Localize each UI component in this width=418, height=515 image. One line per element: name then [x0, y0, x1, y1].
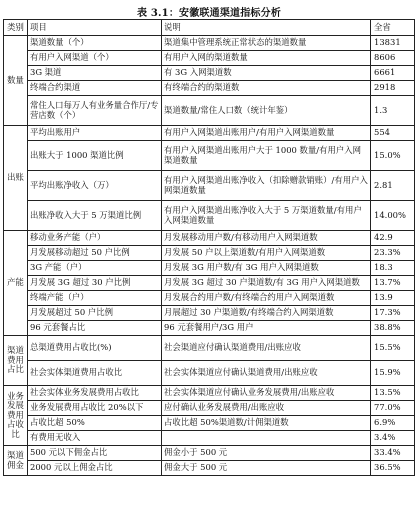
table-row [4, 36, 415, 51]
table-caption: 表 3.1：安徽联通渠道指标分析 [136, 8, 282, 19]
category-label-line: 发展 [7, 400, 24, 411]
table-row [4, 141, 415, 171]
table-row [4, 81, 415, 96]
header-category: 类别 [4, 20, 28, 36]
row-item: 有用户入网渠道（个） [28, 51, 162, 66]
row-value: 15.0% [371, 141, 415, 171]
row-desc: 社会渠道应付确认渠道费用/出账应收 [162, 336, 371, 361]
table-row [4, 291, 415, 306]
row-item: 500 元以下佣金占比 [28, 446, 162, 461]
row-desc: 有用户入网的渠道数量 [162, 51, 371, 66]
row-desc: 渠道数量/常住人口数（统计年鉴） [162, 96, 371, 126]
row-desc: 有用户入网渠道出账净收入大于 5 万渠道数量/有用户入网渠道数量 [162, 201, 371, 231]
row-value: 15.5% [371, 336, 415, 361]
row-value: 2.81 [371, 171, 415, 201]
table-header-row [4, 20, 415, 36]
row-value: 13.9 [371, 291, 415, 306]
header-value: 全省 [371, 20, 415, 36]
row-value: 13.7% [371, 276, 415, 291]
table-row [4, 461, 415, 476]
row-desc: 月发展合约用户数/有终端合约用户入网渠道数 [162, 291, 371, 306]
row-item: 社会实体业务发展费用占收比 [28, 386, 162, 401]
row-value: 18.3 [371, 261, 415, 276]
category-output [4, 126, 28, 231]
table-row [4, 431, 415, 446]
row-item: 平均出账净收入（万） [28, 171, 162, 201]
row-item: 平均出账用户 [28, 126, 162, 141]
row-value: 23.3% [371, 246, 415, 261]
table-row [4, 446, 415, 461]
row-item: 3G 产能（户） [28, 261, 162, 276]
row-item: 月发展移动超过 50 户比例 [28, 246, 162, 261]
table-row [4, 66, 415, 81]
table-row [4, 336, 415, 361]
row-item: 渠道数量（个） [28, 36, 162, 51]
row-value: 8606 [371, 51, 415, 66]
category-business [4, 386, 28, 446]
category-label-line: 占收 [7, 419, 24, 430]
row-value: 36.5% [371, 461, 415, 476]
row-desc: 有用户入网渠道出账用户/有用户入网渠道数量 [162, 126, 371, 141]
table-row [4, 306, 415, 321]
row-item: 96 元套餐占比 [28, 321, 162, 336]
row-item: 社会实体渠道费用占收比 [28, 361, 162, 386]
row-desc: 月展超过 30 户渠道数/有终端合约入网渠道数 [162, 306, 371, 321]
row-item: 出账净收入大于 5 万渠道比例 [28, 201, 162, 231]
row-desc: 占收比超 50%渠道数/计佣渠道数 [162, 416, 371, 431]
row-value: 17.3% [371, 306, 415, 321]
table-row [4, 201, 415, 231]
row-item: 有费用无收入 [28, 431, 162, 446]
row-desc: 月发展 50 户以上渠道数/有用户入网渠道数 [162, 246, 371, 261]
row-item: 月发展 3G 超过 30 户比例 [28, 276, 162, 291]
table-row [4, 361, 415, 386]
category-label-line: 业务 [7, 390, 24, 401]
row-item: 2000 元以上佣金占比 [28, 461, 162, 476]
row-item: 总渠道费用占收比(%) [28, 336, 162, 361]
row-item: 移动业务产能（户） [28, 231, 162, 246]
table-row [4, 231, 415, 246]
row-desc [162, 431, 371, 446]
row-item: 出账大于 1000 渠道比例 [28, 141, 162, 171]
row-item: 3G 渠道 [28, 66, 162, 81]
category-capacity [4, 231, 28, 336]
table-row [4, 126, 415, 141]
table-row [4, 246, 415, 261]
row-desc: 有用户入网渠道出账净收入（扣除赠款销账）/有用户入网渠道数量 [162, 171, 371, 201]
row-value: 38.8% [371, 321, 415, 336]
table-row [4, 171, 415, 201]
row-value: 6.9% [371, 416, 415, 431]
row-item: 常住人口每万人有业务量合作厅/专营店数（个） [28, 96, 162, 126]
row-value: 13831 [371, 36, 415, 51]
category-label-line: 佣金 [7, 459, 24, 470]
category-label-line: 费用 [7, 354, 24, 365]
row-value: 1.3 [371, 96, 415, 126]
category-label-line: 产能 [7, 277, 24, 288]
row-desc: 应付确认业务发展费用/出账应收 [162, 401, 371, 416]
table-row [4, 416, 415, 431]
header-desc: 说明 [162, 20, 371, 36]
row-desc: 佣金大于 500 元 [162, 461, 371, 476]
table-row [4, 386, 415, 401]
row-value: 14.00% [371, 201, 415, 231]
category-label-line: 数量 [7, 74, 24, 85]
row-desc: 月发展 3G 超过 30 户渠道数/有 3G 用户入网渠道数 [162, 276, 371, 291]
row-desc: 社会实体渠道应付确认渠道费用/出账应收 [162, 361, 371, 386]
table-row [4, 261, 415, 276]
table-row [4, 96, 415, 126]
row-value: 6661 [371, 66, 415, 81]
table-row [4, 321, 415, 336]
row-item: 业务发展费用占收比 20%以下 [28, 401, 162, 416]
row-value: 33.4% [371, 446, 415, 461]
row-value: 554 [371, 126, 415, 141]
row-item: 占收比超 50% [28, 416, 162, 431]
row-desc: 渠道集中管理系统正常状态的渠道数量 [162, 36, 371, 51]
table-row [4, 276, 415, 291]
category-commission [4, 446, 28, 476]
header-item: 项目 [28, 20, 162, 36]
row-desc: 月发展移动用户数/有移动用户入网渠道数 [162, 231, 371, 246]
category-label-line: 费用 [7, 409, 24, 420]
row-desc: 社会实体渠道应付确认业务发展费用/出账应收 [162, 386, 371, 401]
row-desc: 佣金小于 500 元 [162, 446, 371, 461]
category-label-line: 比 [11, 428, 20, 439]
category-quantity [4, 36, 28, 126]
row-value: 3.4% [371, 431, 415, 446]
row-desc: 96 元套餐用户/3G 用户 [162, 321, 371, 336]
category-label-line: 占比 [7, 364, 24, 375]
category-label-line: 渠道 [7, 345, 24, 356]
row-value: 2918 [371, 81, 415, 96]
table-row [4, 401, 415, 416]
row-value: 42.9 [371, 231, 415, 246]
row-item: 终端产能（户） [28, 291, 162, 306]
row-desc: 有 3G 入网渠道数 [162, 66, 371, 81]
row-desc: 有用户入网渠道出账用户大于 1000 数量/有用户入网渠道数量 [162, 141, 371, 171]
row-desc: 月发展 3G 用户数/有 3G 用户入网渠道数 [162, 261, 371, 276]
category-cost [4, 336, 28, 386]
row-desc: 有终端合约的渠道数 [162, 81, 371, 96]
row-value: 77.0% [371, 401, 415, 416]
row-item: 月发展超过 50 户比例 [28, 306, 162, 321]
row-item: 终端合约渠道 [28, 81, 162, 96]
row-value: 13.5% [371, 386, 415, 401]
row-value: 15.9% [371, 361, 415, 386]
table-row [4, 51, 415, 66]
channel-indicator-table [3, 19, 415, 476]
category-label-line: 出账 [7, 172, 24, 183]
category-label-line: 渠道 [7, 449, 24, 460]
